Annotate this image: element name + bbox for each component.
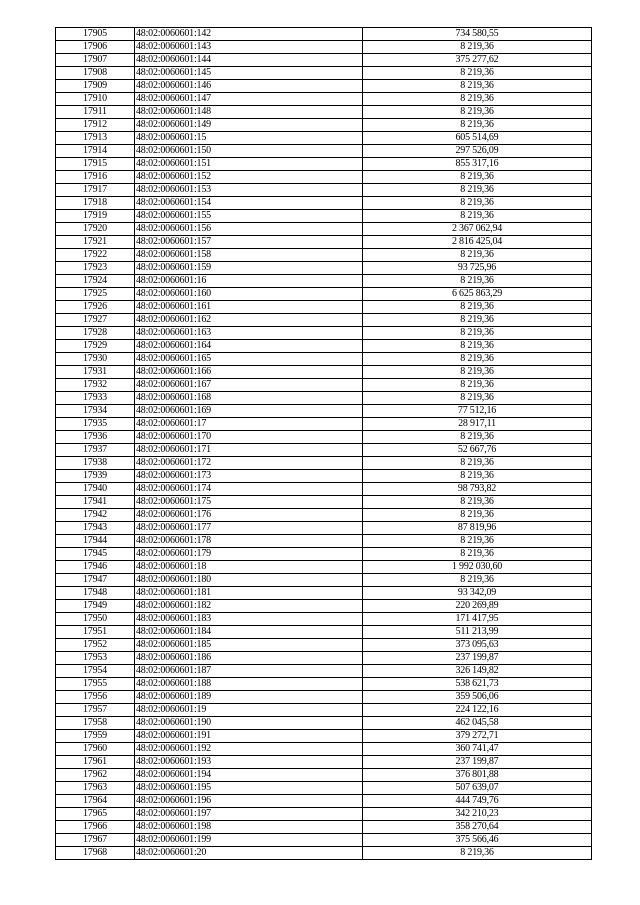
row-number-cell: 17961 [56, 756, 135, 769]
table-row [56, 418, 592, 431]
table-row [56, 795, 592, 808]
row-number-cell: 17962 [56, 769, 135, 782]
table-row [56, 678, 592, 691]
cadastral-number-cell: 48:02:0060601:142 [135, 28, 363, 41]
cadastral-number-cell: 48:02:0060601:199 [135, 834, 363, 847]
cadastral-number-cell: 48:02:0060601:147 [135, 93, 363, 106]
cadastral-value-cell: 359 506,06 [363, 691, 592, 704]
row-number-cell: 17951 [56, 626, 135, 639]
cadastral-number-cell: 48:02:0060601:20 [135, 847, 363, 860]
row-number-cell: 17946 [56, 561, 135, 574]
cadastral-value-cell: 77 512,16 [363, 405, 592, 418]
cadastral-number-cell: 48:02:0060601:171 [135, 444, 363, 457]
cadastral-value-cell: 8 219,36 [363, 470, 592, 483]
table-row [56, 301, 592, 314]
row-number-cell: 17955 [56, 678, 135, 691]
cadastral-value-cell: 444 749,76 [363, 795, 592, 808]
cadastral-number-cell: 48:02:0060601:19 [135, 704, 363, 717]
row-number-cell: 17917 [56, 184, 135, 197]
cadastral-value-cell: 8 219,36 [363, 392, 592, 405]
cadastral-value-cell: 93 342,09 [363, 587, 592, 600]
cadastral-value-cell: 462 045,58 [363, 717, 592, 730]
cadastral-number-cell: 48:02:0060601:156 [135, 223, 363, 236]
cadastral-number-cell: 48:02:0060601:181 [135, 587, 363, 600]
cadastral-number-cell: 48:02:0060601:161 [135, 301, 363, 314]
table-row [56, 847, 592, 860]
row-number-cell: 17924 [56, 275, 135, 288]
table-row [56, 223, 592, 236]
table-row [56, 639, 592, 652]
cadastral-number-cell: 48:02:0060601:194 [135, 769, 363, 782]
table-row [56, 782, 592, 795]
row-number-cell: 17936 [56, 431, 135, 444]
cadastral-value-cell: 342 210,23 [363, 808, 592, 821]
cadastral-value-cell: 8 219,36 [363, 535, 592, 548]
table-row [56, 106, 592, 119]
table-row [56, 288, 592, 301]
table-row [56, 171, 592, 184]
table-row [56, 184, 592, 197]
table-row [56, 600, 592, 613]
cadastral-number-cell: 48:02:0060601:15 [135, 132, 363, 145]
cadastral-number-cell: 48:02:0060601:175 [135, 496, 363, 509]
cadastral-number-cell: 48:02:0060601:155 [135, 210, 363, 223]
cadastral-number-cell: 48:02:0060601:150 [135, 145, 363, 158]
cadastral-number-cell: 48:02:0060601:144 [135, 54, 363, 67]
row-number-cell: 17947 [56, 574, 135, 587]
cadastral-number-cell: 48:02:0060601:196 [135, 795, 363, 808]
cadastral-number-cell: 48:02:0060601:189 [135, 691, 363, 704]
document-page [55, 27, 591, 860]
row-number-cell: 17942 [56, 509, 135, 522]
table-row [56, 392, 592, 405]
table-row [56, 535, 592, 548]
cadastral-value-cell: 8 219,36 [363, 275, 592, 288]
cadastral-value-cell: 8 219,36 [363, 41, 592, 54]
table-row [56, 665, 592, 678]
cadastral-value-cell: 376 801,88 [363, 769, 592, 782]
cadastral-value-cell: 360 741,47 [363, 743, 592, 756]
table-row [56, 457, 592, 470]
cadastral-value-cell: 734 580,55 [363, 28, 592, 41]
cadastral-value-cell: 855 317,16 [363, 158, 592, 171]
cadastral-number-cell: 48:02:0060601:172 [135, 457, 363, 470]
row-number-cell: 17918 [56, 197, 135, 210]
cadastral-number-cell: 48:02:0060601:167 [135, 379, 363, 392]
table-row [56, 314, 592, 327]
cadastral-number-cell: 48:02:0060601:197 [135, 808, 363, 821]
cadastral-value-cell: 8 219,36 [363, 431, 592, 444]
cadastral-value-cell: 507 639,07 [363, 782, 592, 795]
table-row [56, 834, 592, 847]
table-row [56, 808, 592, 821]
cadastral-value-cell: 8 219,36 [363, 249, 592, 262]
row-number-cell: 17915 [56, 158, 135, 171]
cadastral-number-cell: 48:02:0060601:151 [135, 158, 363, 171]
row-number-cell: 17938 [56, 457, 135, 470]
table-row [56, 756, 592, 769]
table-body [56, 28, 592, 860]
row-number-cell: 17949 [56, 600, 135, 613]
table-row [56, 145, 592, 158]
row-number-cell: 17968 [56, 847, 135, 860]
cadastral-value-cell: 8 219,36 [363, 574, 592, 587]
cadastral-number-cell: 48:02:0060601:176 [135, 509, 363, 522]
cadastral-number-cell: 48:02:0060601:185 [135, 639, 363, 652]
table-row [56, 522, 592, 535]
cadastral-number-cell: 48:02:0060601:174 [135, 483, 363, 496]
cadastral-value-cell: 98 793,82 [363, 483, 592, 496]
cadastral-value-cell: 220 269,89 [363, 600, 592, 613]
row-number-cell: 17941 [56, 496, 135, 509]
row-number-cell: 17956 [56, 691, 135, 704]
row-number-cell: 17945 [56, 548, 135, 561]
cadastral-value-cell: 511 213,99 [363, 626, 592, 639]
cadastral-value-cell: 8 219,36 [363, 184, 592, 197]
table-row [56, 587, 592, 600]
cadastral-number-cell: 48:02:0060601:183 [135, 613, 363, 626]
row-number-cell: 17953 [56, 652, 135, 665]
cadastral-value-cell: 6 625 863,29 [363, 288, 592, 301]
table-row [56, 730, 592, 743]
row-number-cell: 17944 [56, 535, 135, 548]
row-number-cell: 17935 [56, 418, 135, 431]
table-row [56, 613, 592, 626]
cadastral-number-cell: 48:02:0060601:152 [135, 171, 363, 184]
table-row [56, 275, 592, 288]
row-number-cell: 17909 [56, 80, 135, 93]
cadastral-number-cell: 48:02:0060601:153 [135, 184, 363, 197]
table-row [56, 249, 592, 262]
cadastral-value-cell: 93 725,96 [363, 262, 592, 275]
table-row [56, 717, 592, 730]
table-row [56, 704, 592, 717]
table-row [56, 470, 592, 483]
table-row [56, 496, 592, 509]
cadastral-number-cell: 48:02:0060601:146 [135, 80, 363, 93]
cadastral-number-cell: 48:02:0060601:178 [135, 535, 363, 548]
cadastral-value-cell: 2 816 425,04 [363, 236, 592, 249]
row-number-cell: 17966 [56, 821, 135, 834]
table-row [56, 509, 592, 522]
cadastral-number-cell: 48:02:0060601:190 [135, 717, 363, 730]
row-number-cell: 17912 [56, 119, 135, 132]
cadastral-value-cell: 8 219,36 [363, 93, 592, 106]
cadastral-value-cell: 8 219,36 [363, 366, 592, 379]
table-row [56, 327, 592, 340]
cadastral-number-cell: 48:02:0060601:182 [135, 600, 363, 613]
cadastral-number-cell: 48:02:0060601:195 [135, 782, 363, 795]
cadastral-value-cell: 237 199,87 [363, 756, 592, 769]
cadastral-value-cell: 8 219,36 [363, 379, 592, 392]
cadastral-value-cell: 171 417,95 [363, 613, 592, 626]
row-number-cell: 17952 [56, 639, 135, 652]
cadastral-number-cell: 48:02:0060601:187 [135, 665, 363, 678]
row-number-cell: 17933 [56, 392, 135, 405]
cadastral-value-table [55, 27, 592, 860]
cadastral-value-cell: 8 219,36 [363, 353, 592, 366]
cadastral-number-cell: 48:02:0060601:170 [135, 431, 363, 444]
cadastral-value-cell: 8 219,36 [363, 119, 592, 132]
table-row [56, 821, 592, 834]
row-number-cell: 17907 [56, 54, 135, 67]
table-row [56, 405, 592, 418]
cadastral-number-cell: 48:02:0060601:160 [135, 288, 363, 301]
table-row [56, 197, 592, 210]
cadastral-value-cell: 8 219,36 [363, 210, 592, 223]
cadastral-number-cell: 48:02:0060601:173 [135, 470, 363, 483]
cadastral-value-cell: 538 621,73 [363, 678, 592, 691]
cadastral-number-cell: 48:02:0060601:163 [135, 327, 363, 340]
table-row [56, 691, 592, 704]
table-row [56, 41, 592, 54]
cadastral-value-cell: 8 219,36 [363, 80, 592, 93]
cadastral-number-cell: 48:02:0060601:166 [135, 366, 363, 379]
row-number-cell: 17934 [56, 405, 135, 418]
cadastral-value-cell: 8 219,36 [363, 106, 592, 119]
row-number-cell: 17937 [56, 444, 135, 457]
cadastral-value-cell: 8 219,36 [363, 847, 592, 860]
table-row [56, 119, 592, 132]
cadastral-value-cell: 224 122,16 [363, 704, 592, 717]
table-row [56, 236, 592, 249]
table-row [56, 54, 592, 67]
cadastral-number-cell: 48:02:0060601:191 [135, 730, 363, 743]
row-number-cell: 17932 [56, 379, 135, 392]
cadastral-number-cell: 48:02:0060601:188 [135, 678, 363, 691]
cadastral-value-cell: 28 917,11 [363, 418, 592, 431]
table-row [56, 340, 592, 353]
table-row [56, 561, 592, 574]
row-number-cell: 17940 [56, 483, 135, 496]
table-row [56, 132, 592, 145]
row-number-cell: 17964 [56, 795, 135, 808]
table-row [56, 444, 592, 457]
cadastral-number-cell: 48:02:0060601:17 [135, 418, 363, 431]
table-row [56, 483, 592, 496]
cadastral-value-cell: 8 219,36 [363, 327, 592, 340]
row-number-cell: 17921 [56, 236, 135, 249]
row-number-cell: 17908 [56, 67, 135, 80]
cadastral-number-cell: 48:02:0060601:177 [135, 522, 363, 535]
row-number-cell: 17958 [56, 717, 135, 730]
cadastral-number-cell: 48:02:0060601:198 [135, 821, 363, 834]
table-row [56, 67, 592, 80]
table-row [56, 379, 592, 392]
row-number-cell: 17911 [56, 106, 135, 119]
cadastral-value-cell: 379 272,71 [363, 730, 592, 743]
row-number-cell: 17931 [56, 366, 135, 379]
cadastral-value-cell: 373 095,63 [363, 639, 592, 652]
cadastral-number-cell: 48:02:0060601:164 [135, 340, 363, 353]
table-row [56, 431, 592, 444]
table-row [56, 626, 592, 639]
table-row [56, 158, 592, 171]
cadastral-value-cell: 8 219,36 [363, 171, 592, 184]
row-number-cell: 17954 [56, 665, 135, 678]
row-number-cell: 17927 [56, 314, 135, 327]
cadastral-number-cell: 48:02:0060601:18 [135, 561, 363, 574]
row-number-cell: 17930 [56, 353, 135, 366]
cadastral-value-cell: 8 219,36 [363, 548, 592, 561]
cadastral-value-cell: 8 219,36 [363, 509, 592, 522]
row-number-cell: 17920 [56, 223, 135, 236]
cadastral-value-cell: 297 526,09 [363, 145, 592, 158]
row-number-cell: 17922 [56, 249, 135, 262]
table-row [56, 353, 592, 366]
table-row [56, 743, 592, 756]
cadastral-number-cell: 48:02:0060601:159 [135, 262, 363, 275]
table-row [56, 28, 592, 41]
row-number-cell: 17925 [56, 288, 135, 301]
row-number-cell: 17928 [56, 327, 135, 340]
cadastral-value-cell: 358 270,64 [363, 821, 592, 834]
table-row [56, 210, 592, 223]
cadastral-value-cell: 237 199,87 [363, 652, 592, 665]
table-row [56, 93, 592, 106]
row-number-cell: 17916 [56, 171, 135, 184]
row-number-cell: 17910 [56, 93, 135, 106]
table-row [56, 574, 592, 587]
cadastral-value-cell: 8 219,36 [363, 314, 592, 327]
cadastral-value-cell: 8 219,36 [363, 197, 592, 210]
cadastral-value-cell: 87 819,96 [363, 522, 592, 535]
cadastral-number-cell: 48:02:0060601:162 [135, 314, 363, 327]
row-number-cell: 17948 [56, 587, 135, 600]
cadastral-number-cell: 48:02:0060601:193 [135, 756, 363, 769]
table-row [56, 262, 592, 275]
cadastral-number-cell: 48:02:0060601:16 [135, 275, 363, 288]
cadastral-value-cell: 1 992 030,60 [363, 561, 592, 574]
row-number-cell: 17957 [56, 704, 135, 717]
cadastral-number-cell: 48:02:0060601:143 [135, 41, 363, 54]
row-number-cell: 17950 [56, 613, 135, 626]
cadastral-number-cell: 48:02:0060601:157 [135, 236, 363, 249]
cadastral-number-cell: 48:02:0060601:145 [135, 67, 363, 80]
cadastral-number-cell: 48:02:0060601:186 [135, 652, 363, 665]
cadastral-value-cell: 52 667,76 [363, 444, 592, 457]
cadastral-number-cell: 48:02:0060601:148 [135, 106, 363, 119]
cadastral-value-cell: 375 566,46 [363, 834, 592, 847]
cadastral-number-cell: 48:02:0060601:154 [135, 197, 363, 210]
table-row [56, 80, 592, 93]
row-number-cell: 17963 [56, 782, 135, 795]
cadastral-value-cell: 8 219,36 [363, 340, 592, 353]
cadastral-value-cell: 8 219,36 [363, 67, 592, 80]
row-number-cell: 17960 [56, 743, 135, 756]
row-number-cell: 17926 [56, 301, 135, 314]
row-number-cell: 17914 [56, 145, 135, 158]
row-number-cell: 17939 [56, 470, 135, 483]
cadastral-number-cell: 48:02:0060601:168 [135, 392, 363, 405]
cadastral-value-cell: 326 149,82 [363, 665, 592, 678]
row-number-cell: 17929 [56, 340, 135, 353]
row-number-cell: 17905 [56, 28, 135, 41]
row-number-cell: 17943 [56, 522, 135, 535]
table-row [56, 769, 592, 782]
cadastral-number-cell: 48:02:0060601:192 [135, 743, 363, 756]
cadastral-number-cell: 48:02:0060601:165 [135, 353, 363, 366]
cadastral-number-cell: 48:02:0060601:184 [135, 626, 363, 639]
cadastral-value-cell: 8 219,36 [363, 457, 592, 470]
table-row [56, 366, 592, 379]
row-number-cell: 17967 [56, 834, 135, 847]
row-number-cell: 17959 [56, 730, 135, 743]
cadastral-number-cell: 48:02:0060601:149 [135, 119, 363, 132]
row-number-cell: 17923 [56, 262, 135, 275]
cadastral-number-cell: 48:02:0060601:158 [135, 249, 363, 262]
cadastral-value-cell: 2 367 062,94 [363, 223, 592, 236]
cadastral-value-cell: 375 277,62 [363, 54, 592, 67]
cadastral-number-cell: 48:02:0060601:169 [135, 405, 363, 418]
table-row [56, 652, 592, 665]
cadastral-number-cell: 48:02:0060601:179 [135, 548, 363, 561]
cadastral-value-cell: 8 219,36 [363, 496, 592, 509]
row-number-cell: 17919 [56, 210, 135, 223]
row-number-cell: 17913 [56, 132, 135, 145]
row-number-cell: 17906 [56, 41, 135, 54]
cadastral-value-cell: 8 219,36 [363, 301, 592, 314]
row-number-cell: 17965 [56, 808, 135, 821]
cadastral-number-cell: 48:02:0060601:180 [135, 574, 363, 587]
table-row [56, 548, 592, 561]
cadastral-value-cell: 605 514,69 [363, 132, 592, 145]
